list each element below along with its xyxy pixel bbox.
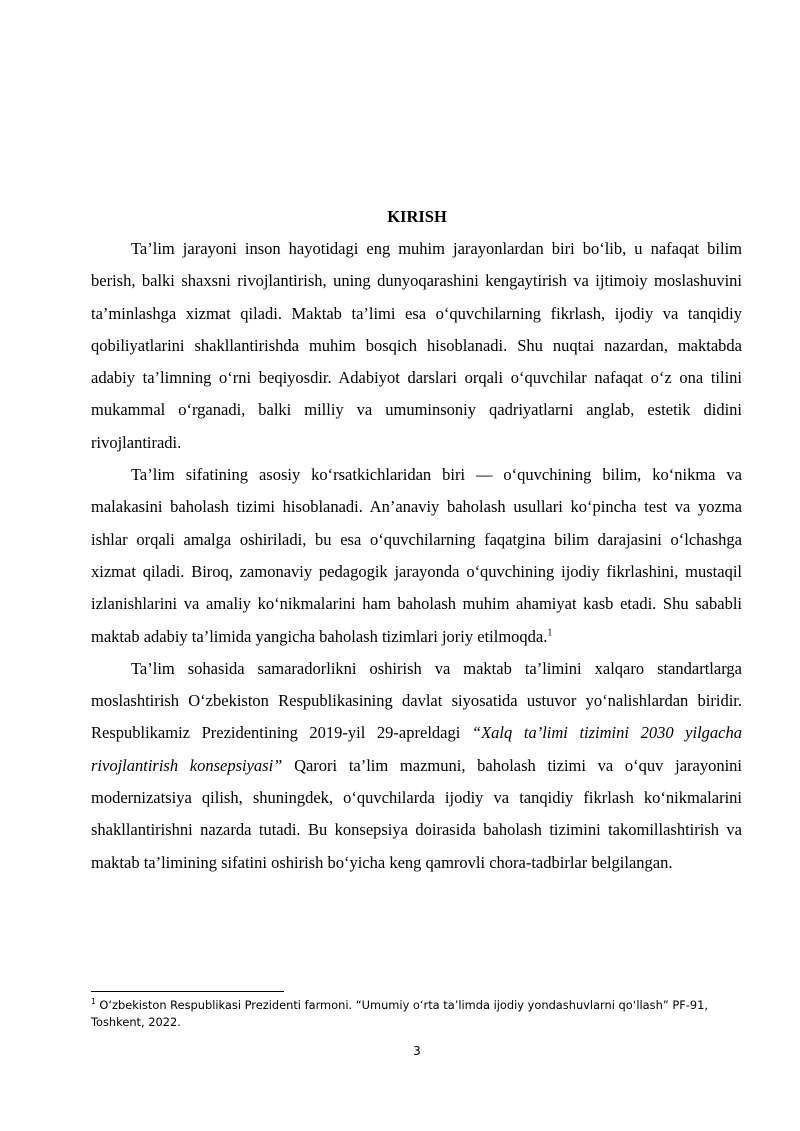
paragraph-2-text: Ta’lim sifatining asosiy ko‘rsatkichlaridan biri — o‘quvchining bilim, ko‘nikma va malakasini baholash tizimi hisoblanadi. An’anaviy baholash usullari ko‘pincha test va yozma ishlar orqali amalga oshiriladi, bu esa o‘quvchilarning faqatgina bilim darajasini o‘lchashga xizmat qiladi. Biroq, zamonaviy pedagogik jarayonda o‘quvchining ijodiy fikrlashini, mustaqil izlanishlarini va amaliy ko‘nikmalarini ham baholash muhim ahamiyat kasb etadi. Shu sababli maktab adabiy ta’limida yangicha baholash tizimlari joriy etilmoqda. <box>91 465 742 646</box>
footnote-separator <box>91 991 284 992</box>
paragraph-3 <box>91 653 742 879</box>
paragraph-3-text-before: Ta’lim sohasida samaradorlikni oshirish va maktab ta’limini xalqaro standartlarga moslashtirish O‘zbekiston Respublikasining davlat siyosatida ustuvor yo‘nalishlardan biridir. Respublikamiz Prezidentining 2019-yil 29-apreldagi <box>91 658 742 743</box>
paragraph-3-italic-title: “Xalq ta’limi tizimini 2030 yilgacha rivojlantirish konsepsiyasi” <box>91 723 742 775</box>
paragraph-1-text: Ta’lim jarayoni inson hayotidagi eng muhim jarayonlardan biri bo‘lib, u nafaqat bilim berish, balki shaxsni rivojlantirish, uning dunyoqarashini kengaytirish va ijtimoiy moslashuvini ta’minlashga xizmat qiladi. Maktab ta’limi esa o‘quvchilarning fikrlash, ijodiy va tanqidiy qobiliyatlarini shakllantirishda muhim bosqich hisoblanadi. Shu nuqtai nazardan, maktabda adabiy ta’limning o‘rni beqiyosdir. Adabiyot darslari orqali o‘quvchilar nafaqat o‘z ona tilini mukammal o‘rganadi, balki milliy va umuminsoniy qadriyatlarni anglab, estetik didini rivojlantiradi. <box>91 239 742 452</box>
footnote-marker: 1 <box>91 997 96 1007</box>
footnote-reference[interactable]: 1 <box>547 627 553 639</box>
footnote <box>91 997 746 1031</box>
section-title: KIRISH <box>387 207 447 226</box>
page-number: 3 <box>413 1044 421 1058</box>
paragraph-1 <box>91 233 742 459</box>
body-text <box>91 233 742 879</box>
paragraph-2 <box>91 459 742 653</box>
paragraph-3-text-after: Qarori ta’lim mazmuni, baholash tizimi va o‘quv jarayonini modernizatsiya qilish, shuningdek, o‘quvchilarda ijodiy va tanqidiy fikrlash ko‘nikmalarini shakllantirishni nazarda tutadi. Bu konsepsiya doirasida baholash tizimini takomillashtirish va maktab ta’limining sifatini oshirish bo‘yicha keng qamrovli chora-tadbirlar belgilangan. <box>91 755 743 872</box>
footnote-text: O‘zbekiston Respublikasi Prezidenti farmoni. “Umumiy o‘rta ta’limda ijodiy yondashuvlarni qo‘llash” PF-91, Toshkent, 2022. <box>91 998 708 1029</box>
